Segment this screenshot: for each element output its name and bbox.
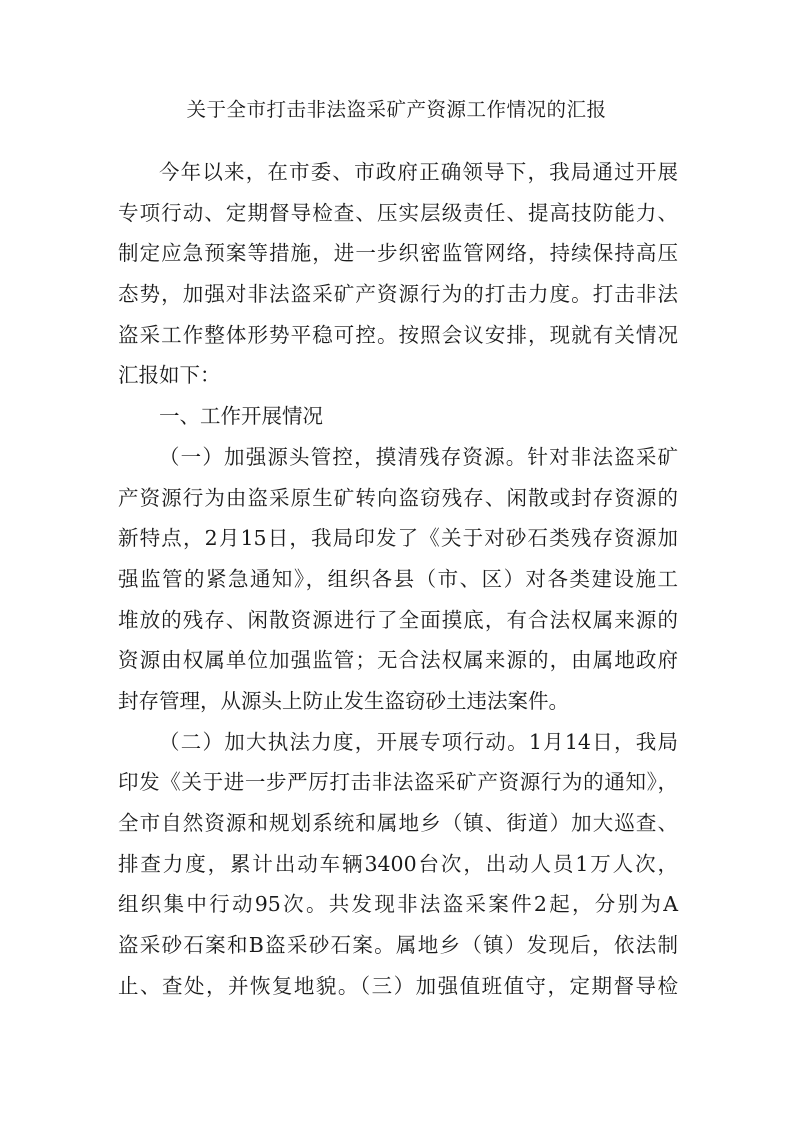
- paragraph-line: 印发《关于进一步严厉打击非法盗采矿产资源行为的通知》，: [118, 770, 678, 795]
- paragraph-line: 组织集中行动95次。共发现非法盗采案件2起，分别为A: [118, 892, 678, 917]
- paragraph-line: （一）加强源头管控，摸清残存资源。针对非法盗采矿: [159, 444, 678, 469]
- paragraph-line: 强监管的紧急通知》，组织各县（市、区）对各类建设施工: [118, 566, 678, 591]
- paragraph-line: 产资源行为由盗采原生矿转向盗窃残存、闲散或封存资源的: [118, 485, 678, 510]
- paragraph-line: 专项行动、定期督导检查、压实层级责任、提高技防能力、: [118, 200, 678, 225]
- paragraph-line: 新特点，2月15日，我局印发了《关于对砂石类残存资源加: [118, 526, 678, 551]
- paragraph-line: 态势，加强对非法盗采矿产资源行为的打击力度。打击非法: [118, 282, 678, 307]
- paragraph-line: 今年以来，在市委、市政府正确领导下，我局通过开展: [159, 160, 678, 184]
- paragraph-line: 堆放的残存、闲散资源进行了全面摸底，有合法权属来源的: [118, 607, 678, 632]
- paragraph-line: 封存管理，从源头上防止发生盗窃砂土违法案件。: [118, 688, 569, 713]
- paragraph-line: 汇报如下：: [118, 363, 221, 388]
- paragraph-line: 制定应急预案等措施，进一步织密监管网络，持续保持高压: [118, 241, 678, 266]
- paragraph-line: （二）加大执法力度，开展专项行动。1月14日，我局: [159, 729, 678, 754]
- paragraph-line: 止、查处，并恢复地貌。（三）加强值班值守，定期督导检: [118, 973, 678, 998]
- paragraph-line: 一、工作开展情况: [159, 404, 323, 429]
- paragraph-line: 全市自然资源和规划系统和属地乡（镇、街道）加大巡查、: [118, 811, 678, 835]
- paragraph-line: 资源由权属单位加强监管；无合法权属来源的，由属地政府: [118, 648, 678, 673]
- document-body: [118, 152, 678, 1006]
- paragraph-line: 盗采工作整体形势平稳可控。按照会议安排，现就有关情况: [118, 322, 678, 347]
- paragraph-line: 排查力度，累计出动车辆3400台次，出动人员1万人次，: [118, 851, 678, 876]
- document-title: 关于全市打击非法盗采矿产资源工作情况的汇报: [186, 98, 607, 121]
- paragraph-line: 盗采砂石案和B盗采砂石案。属地乡（镇）发现后，依法制: [118, 933, 678, 958]
